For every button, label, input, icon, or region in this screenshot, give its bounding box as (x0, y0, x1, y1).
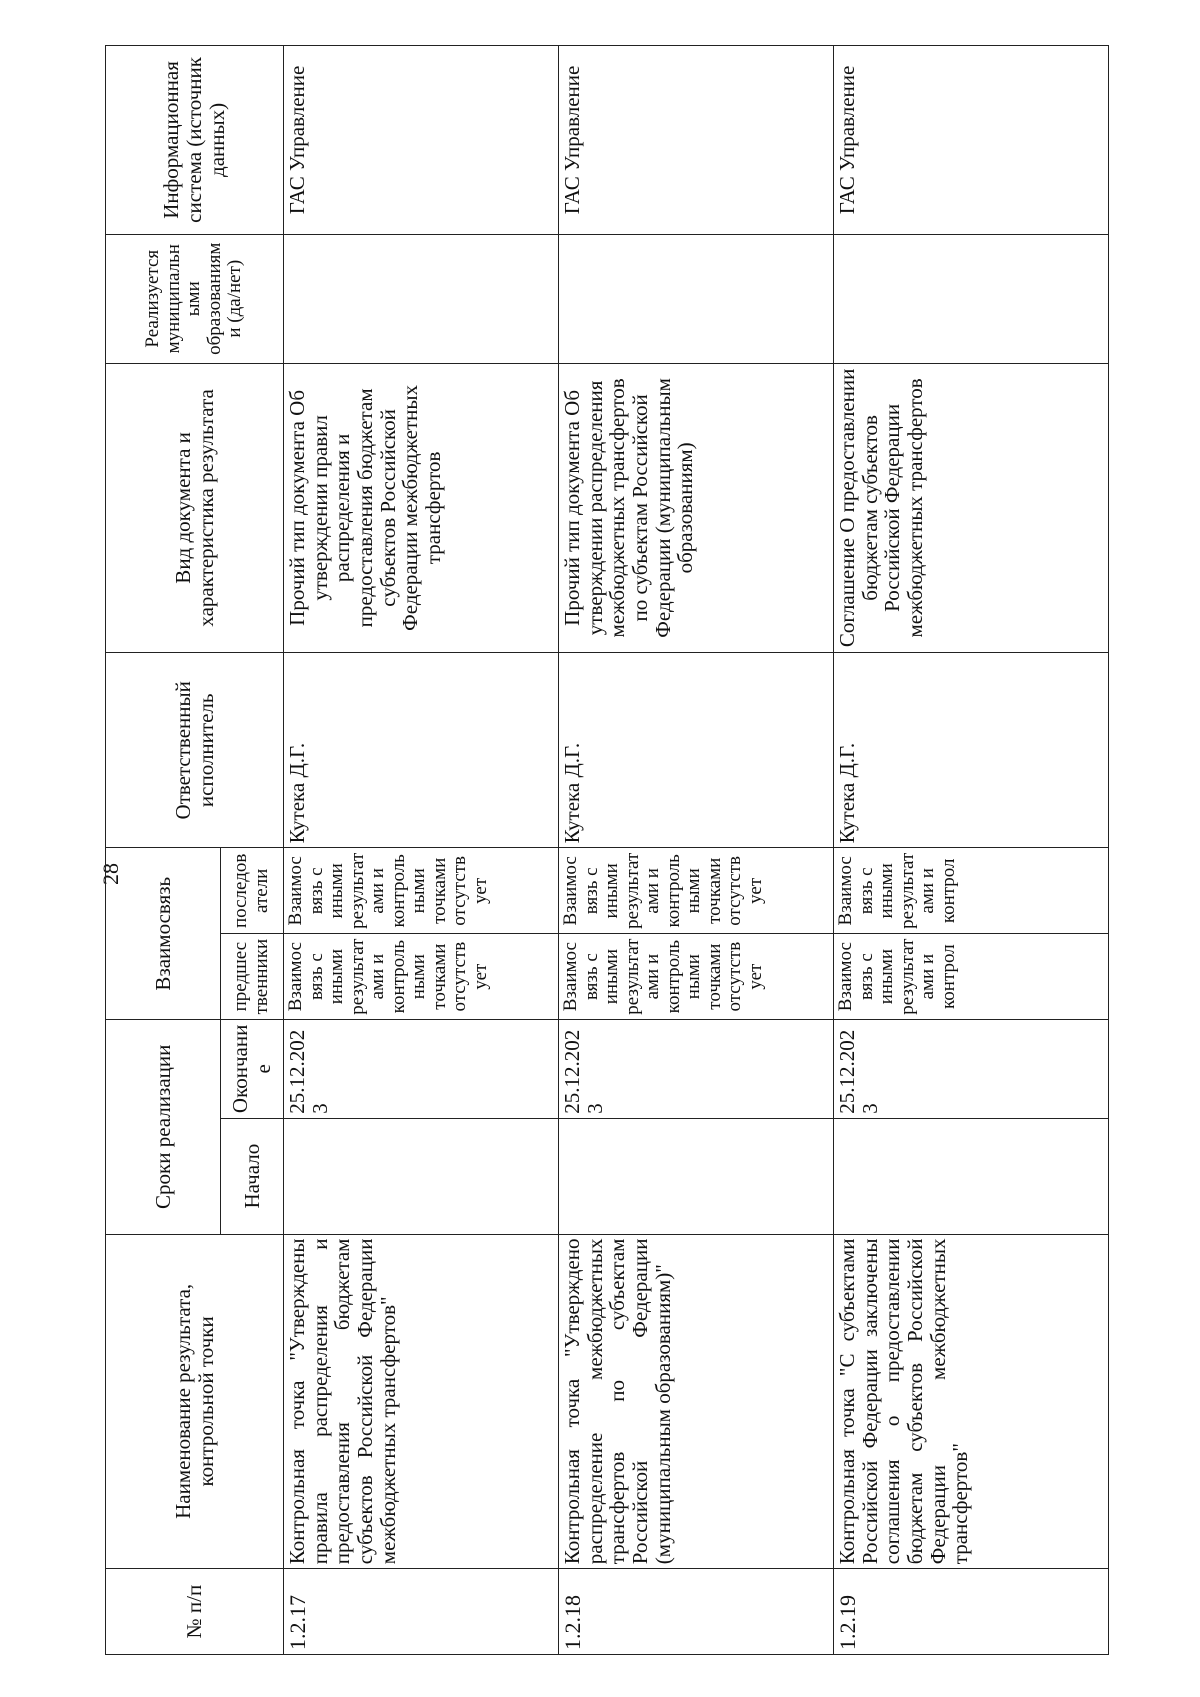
cell-info-system: ГАС Управление (834, 46, 1109, 235)
cell-name: Контрольная точка "С субъектами Российской Федерации заключены соглашения о предоставлении бюджетам субъектов Российской Федерации межбюджетных трансфертов" (834, 1234, 1109, 1569)
header-relation: Взаимосвязь (106, 848, 221, 1020)
header-doc-type: Вид документа и характеристика результата (106, 363, 284, 653)
cell-predecessors: Взаимосвязь с иными результатами и контрольными точками отсутствует (284, 934, 559, 1020)
table-row (834, 46, 1109, 1655)
cell-end: 25.12.2023 (284, 1020, 559, 1119)
cell-doc-type: Соглашение О предоставлении бюджетам субъектов Российской Федерации межбюджетных трансфертов (834, 363, 1109, 653)
header-successors: последователи (221, 848, 284, 934)
cell-successors: Взаимосвязь с иными результатами и контрольными точками отсутствует (559, 848, 834, 934)
cell-doc-type: Прочий тип документа Об утверждении правил распределения и предоставления бюджетам субъектов Российской Федерации межбюджетных трансфертов (284, 363, 559, 653)
table-row (284, 46, 559, 1655)
cell-info-system: ГАС Управление (559, 46, 834, 235)
cell-predecessors: Взаимосвязь с иными результатами и контрольными точками отсутствует (559, 934, 834, 1020)
header-period: Сроки реализации (106, 1020, 221, 1235)
header-end: Окончание (221, 1020, 284, 1119)
cell-successors: Взаимосвязь с иными результатами и контрол (834, 848, 1109, 934)
cell-successors: Взаимосвязь с иными результатами и контрольными точками отсутствует (284, 848, 559, 934)
cell-municipal (559, 234, 834, 363)
cell-municipal (834, 234, 1109, 363)
header-municipal: Реализуется муниципальными образованиями (да/нет) (106, 234, 284, 363)
cell-name: Контрольная точка "Утверждены правила распределения и предоставления бюджетам субъектов Российской Федерации межбюджетных трансфертов" (284, 1234, 559, 1569)
header-name: Наименование результата, контрольной точки (106, 1234, 284, 1569)
cell-start (834, 1118, 1109, 1234)
cell-start (284, 1118, 559, 1234)
cell-doc-type: Прочий тип документа Об утверждении распределения межбюджетных трансфертов по субъектам Российской Федерации (муниципальным образованиям) (559, 363, 834, 653)
header-responsible: Ответственный исполнитель (106, 653, 284, 848)
rotated-table-container (105, 45, 1085, 1655)
table-row (559, 46, 834, 1655)
cell-responsible: Кутека Д.Г. (284, 653, 559, 848)
header-start: Начало (221, 1118, 284, 1234)
cell-end: 25.12.2023 (834, 1020, 1109, 1119)
control-points-table (105, 45, 1109, 1655)
page-number: 28 (98, 863, 123, 885)
header-num: № п/п (106, 1569, 284, 1655)
cell-start (559, 1118, 834, 1234)
header-row-1 (106, 46, 221, 1655)
cell-num: 1.2.18 (559, 1569, 834, 1655)
header-predecessors: предшественники (221, 934, 284, 1020)
cell-municipal (284, 234, 559, 363)
cell-end: 25.12.2023 (559, 1020, 834, 1119)
cell-num: 1.2.17 (284, 1569, 559, 1655)
cell-responsible: Кутека Д.Г. (559, 653, 834, 848)
cell-name: Контрольная точка "Утверждено распределение межбюджетных трансфертов по субъектам Российской Федерации (муниципальным образованиям)" (559, 1234, 834, 1569)
cell-info-system: ГАС Управление (284, 46, 559, 235)
header-info-system: Информационная система (источник данных) (106, 46, 284, 235)
cell-predecessors: Взаимосвязь с иными результатами и контрол (834, 934, 1109, 1020)
cell-responsible: Кутека Д.Г. (834, 653, 1109, 848)
cell-num: 1.2.19 (834, 1569, 1109, 1655)
